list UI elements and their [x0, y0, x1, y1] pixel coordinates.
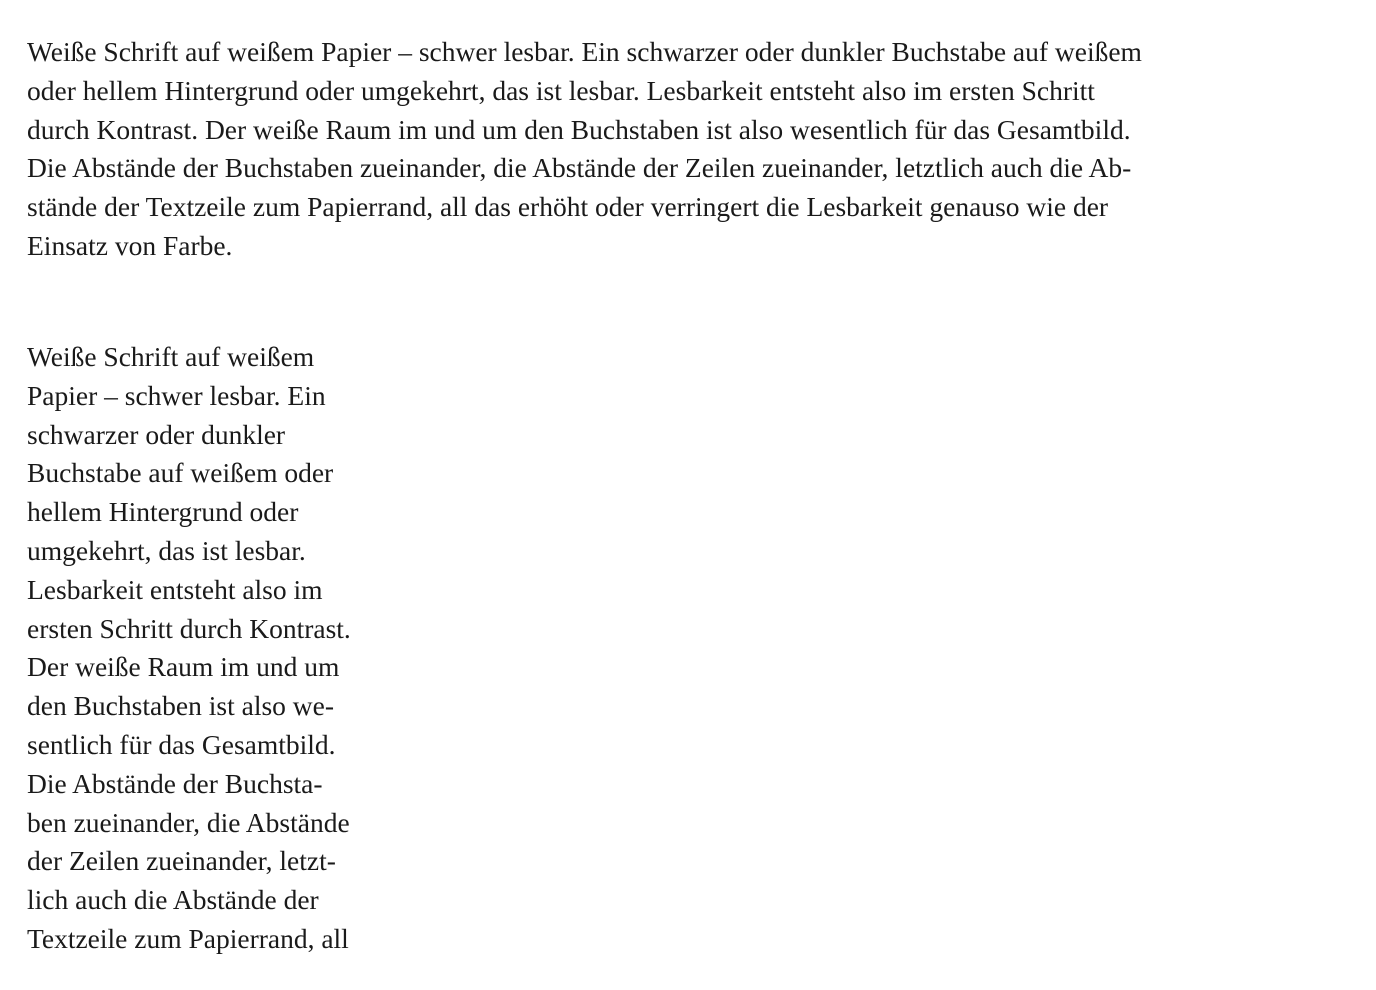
narrow-paragraph-line: Lesbarkeit entsteht also im: [27, 573, 323, 605]
narrow-paragraph-line: lich auch die Abstände der: [27, 884, 319, 916]
narrow-paragraph-line: ersten Schritt durch Kontrast.: [27, 612, 351, 644]
narrow-paragraph-line: den Buchstaben ist also we-: [27, 690, 335, 722]
narrow-paragraph-line: hellem Hintergrund oder: [27, 496, 299, 528]
narrow-paragraph-line: Der weiße Raum im und um: [27, 651, 340, 683]
wide-paragraph-line: stände der Textzeile zum Papierrand, all das erhöht oder verringert die Lesbarkeit genauso wie der: [27, 191, 1109, 223]
narrow-paragraph-line: Buchstabe auf weißem oder: [27, 457, 334, 489]
wide-paragraph: [27, 33, 1352, 266]
narrow-paragraph-line: der Zeilen zueinander, letzt-: [27, 845, 336, 877]
narrow-paragraph-line: Weiße Schrift auf weißem: [27, 341, 315, 372]
wide-paragraph-line: durch Kontrast. Der weiße Raum im und um den Buchstaben ist also wesentlich für das Gesamtbild.: [27, 113, 1131, 145]
narrow-paragraph-line: umgekehrt, das ist lesbar.: [27, 534, 306, 566]
narrow-paragraph-line: Textzeile zum Papierrand, all: [27, 922, 349, 954]
wide-paragraph-line: Weiße Schrift auf weißem Papier – schwer lesbar. Ein schwarzer oder dunkler Buchstabe auf weißem: [27, 36, 1142, 67]
narrow-paragraph: [27, 338, 427, 959]
wide-paragraph-line: Einsatz von Farbe.: [27, 229, 233, 261]
narrow-paragraph-line: Die Abstände der Buchsta-: [27, 767, 323, 799]
narrow-paragraph-line: Papier – schwer lesbar. Ein: [27, 379, 326, 411]
narrow-paragraph-line: schwarzer oder dunkler: [27, 418, 286, 450]
wide-paragraph-line: Die Abstände der Buchstaben zueinander, die Abstände der Zeilen zueinander, letztlich auch die Ab-: [27, 152, 1132, 184]
narrow-paragraph-line: sentlich für das Gesamtbild.: [27, 728, 336, 760]
narrow-paragraph-line: ben zueinander, die Abstände: [27, 806, 350, 838]
wide-paragraph-line: oder hellem Hintergrund oder umgekehrt, das ist lesbar. Lesbarkeit entsteht also im ersten Schritt: [27, 74, 1095, 106]
